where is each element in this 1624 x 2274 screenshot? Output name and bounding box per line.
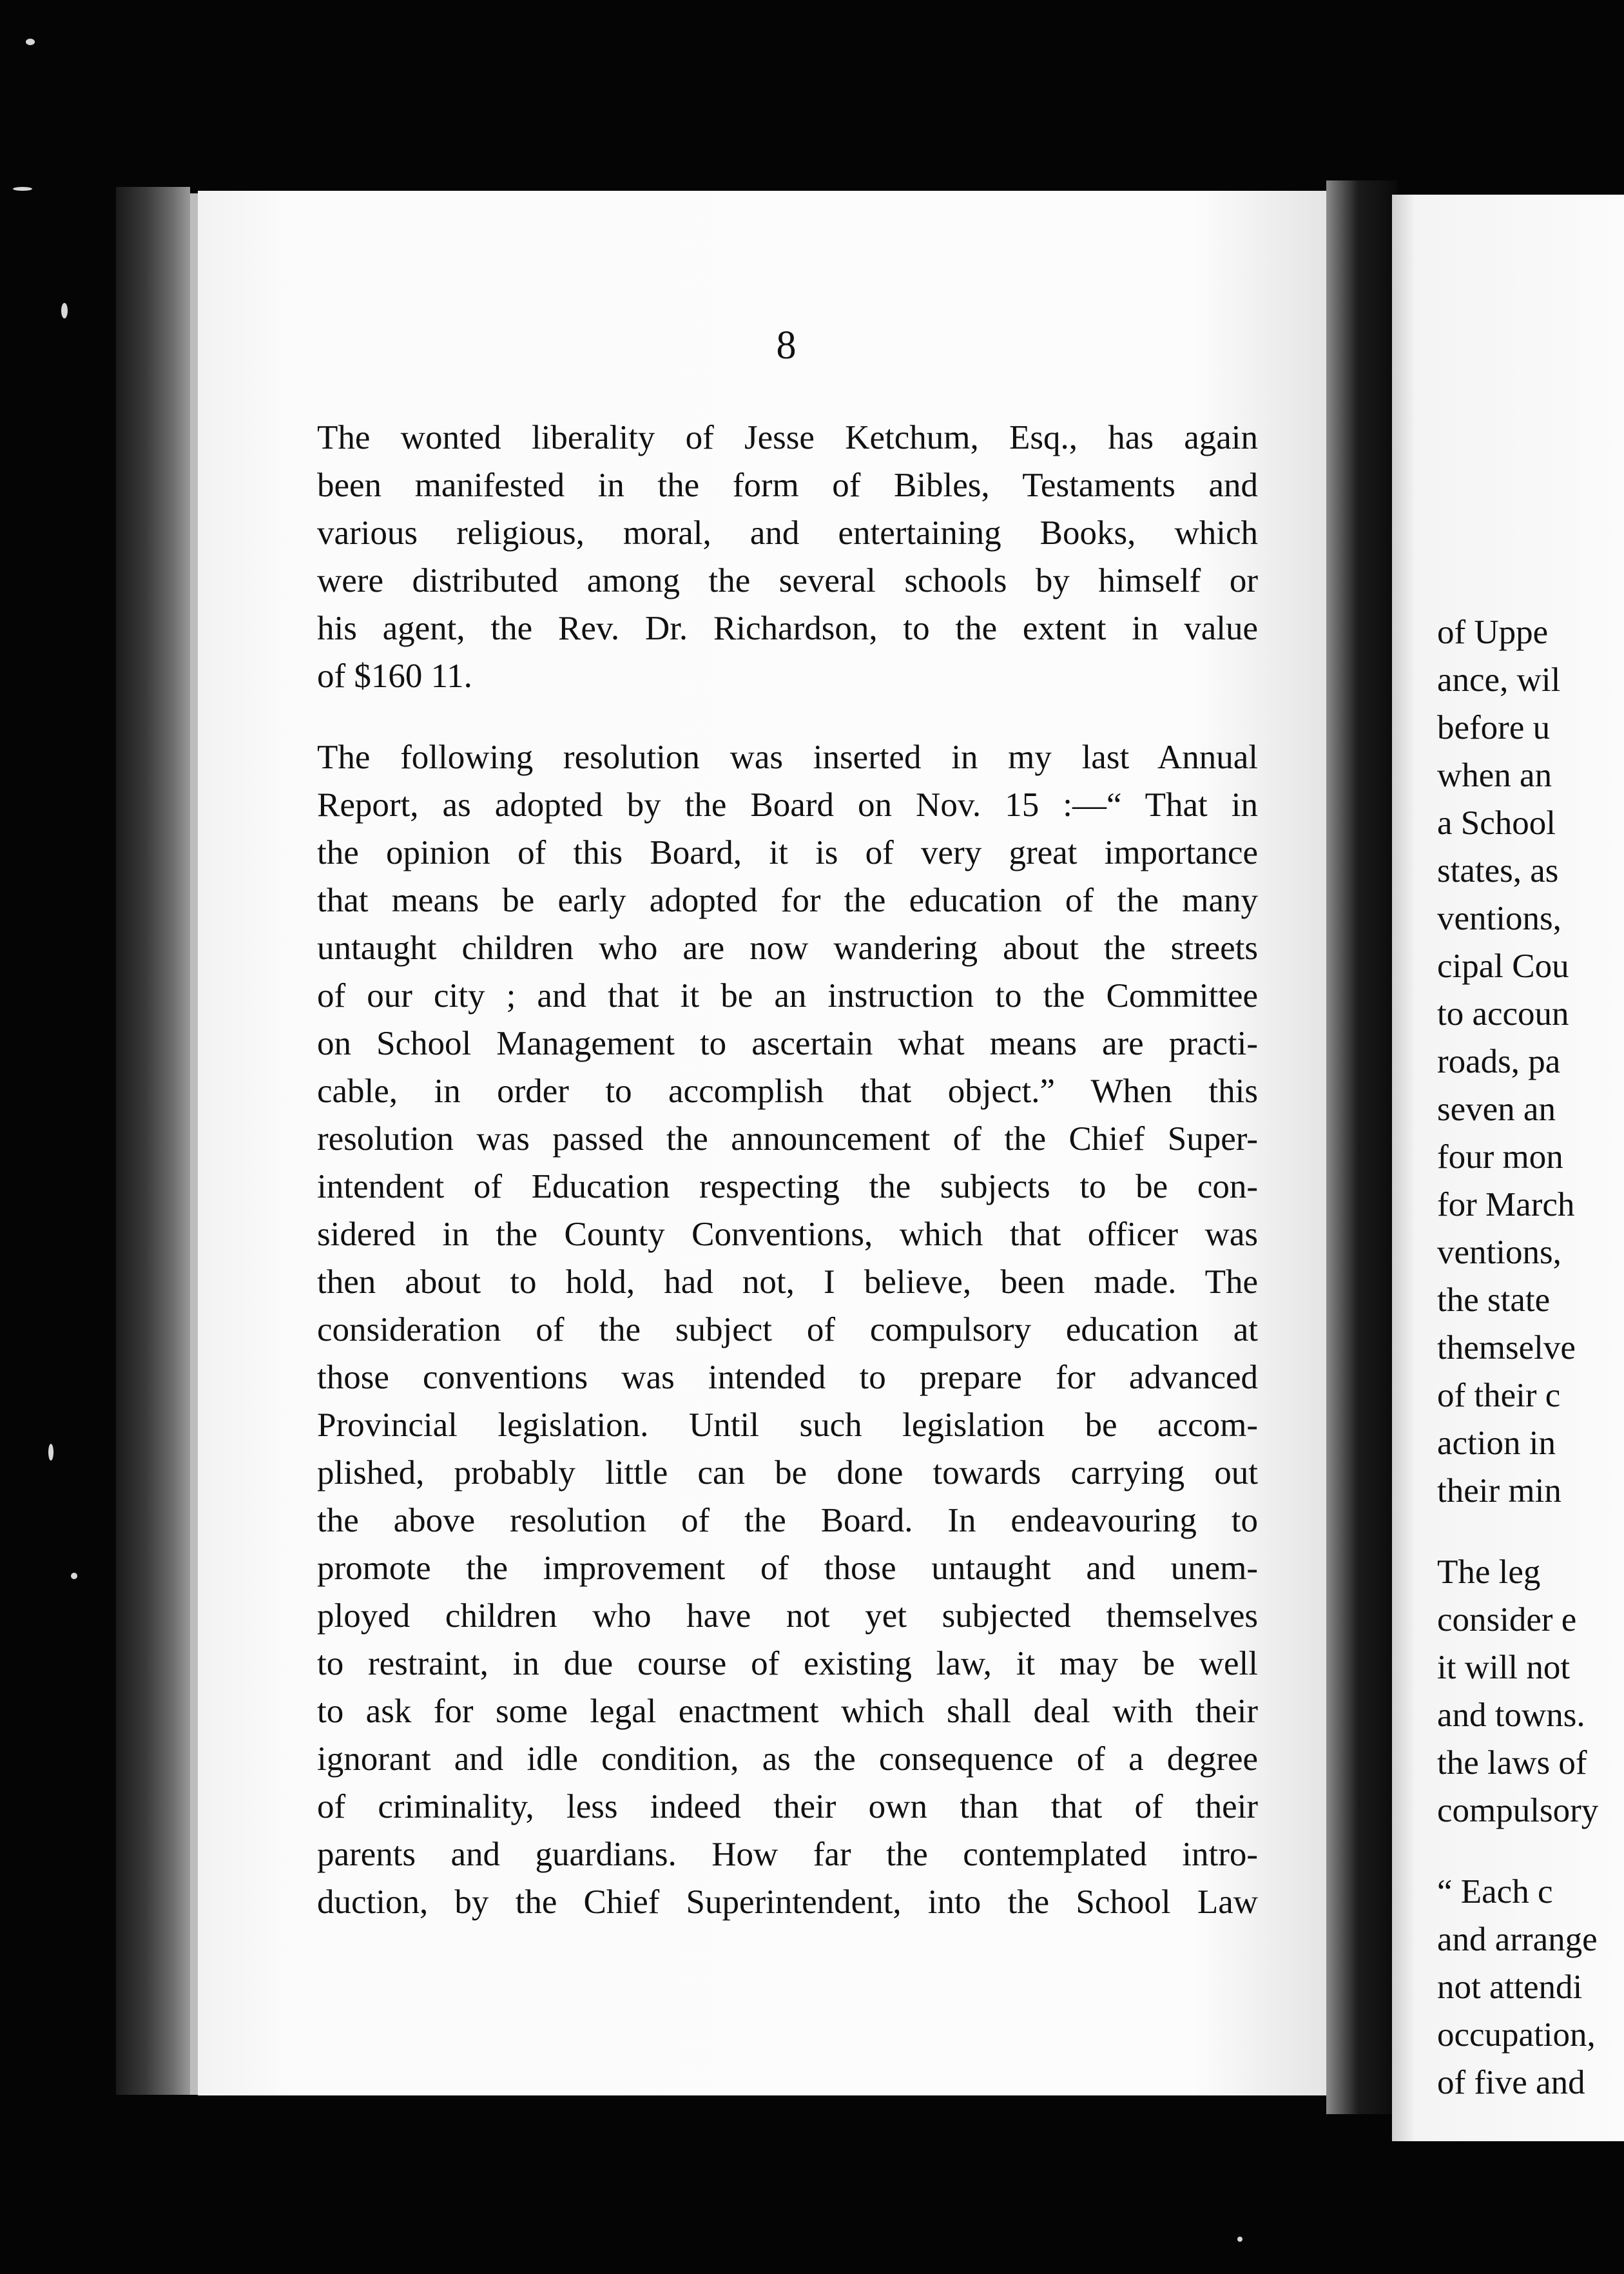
text-line: the laws of bbox=[1437, 1744, 1587, 1782]
text-line: to ask for some legal enactment which shall deal with their bbox=[317, 1693, 1258, 1730]
text-line: The following resolution was inserted in my last Annual bbox=[317, 739, 1258, 776]
text-line: the opinion of this Board, it is of very great importance bbox=[317, 834, 1258, 871]
text-line: of $160 11. bbox=[317, 657, 472, 695]
text-line: and arrange bbox=[1437, 1921, 1598, 1958]
text-line: of their c bbox=[1437, 1377, 1561, 1414]
left-page-text bbox=[317, 414, 1258, 1926]
right-paragraph-2 bbox=[1437, 1548, 1624, 1834]
scan-speck bbox=[26, 39, 35, 45]
text-line: action in bbox=[1437, 1424, 1556, 1462]
text-line: then about to hold, had not, I believe, been made. The bbox=[317, 1263, 1258, 1301]
text-line: seven an bbox=[1437, 1091, 1556, 1128]
right-paragraph-1 bbox=[1437, 608, 1624, 1515]
text-line: plished, probably little can be done towards carrying out bbox=[317, 1454, 1258, 1492]
right-paragraph-3 bbox=[1437, 1868, 1624, 2106]
text-line: cipal Cou bbox=[1437, 948, 1569, 985]
text-line: the state bbox=[1437, 1281, 1551, 1319]
scan-speck bbox=[71, 1573, 77, 1579]
text-line: to restraint, in due course of existing law, it may be well bbox=[317, 1645, 1258, 1682]
paragraph-gap bbox=[317, 700, 1258, 734]
paragraph-resolution bbox=[317, 734, 1258, 1926]
text-line: it will not bbox=[1437, 1649, 1571, 1686]
text-line: cable, in order to accomplish that object.” When this bbox=[317, 1073, 1258, 1110]
text-line: untaught children who are now wandering about the streets bbox=[317, 929, 1258, 967]
text-line: The wonted liberality of Jesse Ketchum, Esq., has again bbox=[317, 419, 1258, 456]
text-line: a School bbox=[1437, 804, 1556, 842]
text-line: those conventions was intended to prepare for advanced bbox=[317, 1359, 1258, 1396]
text-line: the above resolution of the Board. In endeavouring to bbox=[317, 1502, 1258, 1539]
page-edge bbox=[190, 193, 198, 2095]
text-line: consider e bbox=[1437, 1601, 1577, 1638]
text-line: of five and bbox=[1437, 2064, 1585, 2101]
text-line: of our city ; and that it be an instruction to the Committee bbox=[317, 977, 1258, 1015]
text-line: ployed children who have not yet subjected themselves bbox=[317, 1597, 1258, 1635]
text-line: ventions, bbox=[1437, 900, 1561, 937]
text-line: and towns. bbox=[1437, 1696, 1585, 1734]
text-line: for March bbox=[1437, 1186, 1575, 1223]
text-line: not attendi bbox=[1437, 1968, 1583, 2006]
text-line: been manifested in the form of Bibles, Testaments and bbox=[317, 467, 1258, 504]
book-gutter bbox=[1326, 180, 1397, 2114]
text-line: themselve bbox=[1437, 1329, 1576, 1366]
text-line: Report, as adopted by the Board on Nov. 15 :—“ That in bbox=[317, 786, 1258, 824]
text-line: before u bbox=[1437, 709, 1551, 746]
text-line: occupation, bbox=[1437, 2016, 1596, 2054]
book-spine-shadow bbox=[116, 187, 190, 2095]
text-line: his agent, the Rev. Dr. Richardson, to the extent in value bbox=[317, 610, 1258, 647]
text-line: sidered in the County Conventions, which that officer was bbox=[317, 1216, 1258, 1253]
text-line: various religious, moral, and entertaining Books, which bbox=[317, 514, 1258, 552]
scan-speck bbox=[48, 1444, 53, 1461]
text-line: on School Management to ascertain what means are practi- bbox=[317, 1025, 1258, 1062]
text-line: consideration of the subject of compulsory education at bbox=[317, 1311, 1258, 1348]
page-number: 8 bbox=[776, 324, 797, 367]
text-line: intendent of Education respecting the subjects to be con- bbox=[317, 1168, 1258, 1205]
text-line: duction, by the Chief Superintendent, into the School Law bbox=[317, 1883, 1258, 1921]
right-page-text bbox=[1437, 608, 1624, 2106]
scan-speck bbox=[13, 187, 32, 191]
text-line: roads, pa bbox=[1437, 1043, 1561, 1080]
text-line: states, as bbox=[1437, 852, 1559, 889]
text-line: “ Each c bbox=[1437, 1873, 1553, 1910]
text-line: that means be early adopted for the education of the many bbox=[317, 882, 1258, 919]
text-line: of Uppe bbox=[1437, 614, 1549, 651]
text-line: their min bbox=[1437, 1472, 1561, 1510]
text-line: ignorant and idle condition, as the consequence of a degree bbox=[317, 1740, 1258, 1778]
text-line: resolution was passed the announcement of the Chief Super- bbox=[317, 1120, 1258, 1158]
paragraph-gap bbox=[1437, 1515, 1624, 1548]
text-line: promote the improvement of those untaught and unem- bbox=[317, 1550, 1258, 1587]
text-line: four mon bbox=[1437, 1138, 1563, 1176]
text-line: of criminality, less indeed their own than that of their bbox=[317, 1788, 1258, 1825]
scan-speck bbox=[61, 303, 68, 318]
paragraph-jesse-ketchum bbox=[317, 414, 1258, 700]
right-page bbox=[1392, 195, 1624, 2141]
text-line: compulsory bbox=[1437, 1792, 1599, 1829]
text-line: The leg bbox=[1437, 1553, 1541, 1591]
text-line: to accoun bbox=[1437, 995, 1569, 1033]
text-line: ance, wil bbox=[1437, 661, 1561, 699]
text-line: were distributed among the several schools by himself or bbox=[317, 562, 1258, 599]
scan-speck bbox=[1237, 2237, 1242, 2242]
text-line: when an bbox=[1437, 757, 1552, 794]
text-line: Provincial legislation. Until such legislation be accom- bbox=[317, 1406, 1258, 1444]
paragraph-gap bbox=[1437, 1834, 1624, 1868]
text-line: parents and guardians. How far the contemplated intro- bbox=[317, 1836, 1258, 1873]
text-line: ventions, bbox=[1437, 1234, 1561, 1271]
